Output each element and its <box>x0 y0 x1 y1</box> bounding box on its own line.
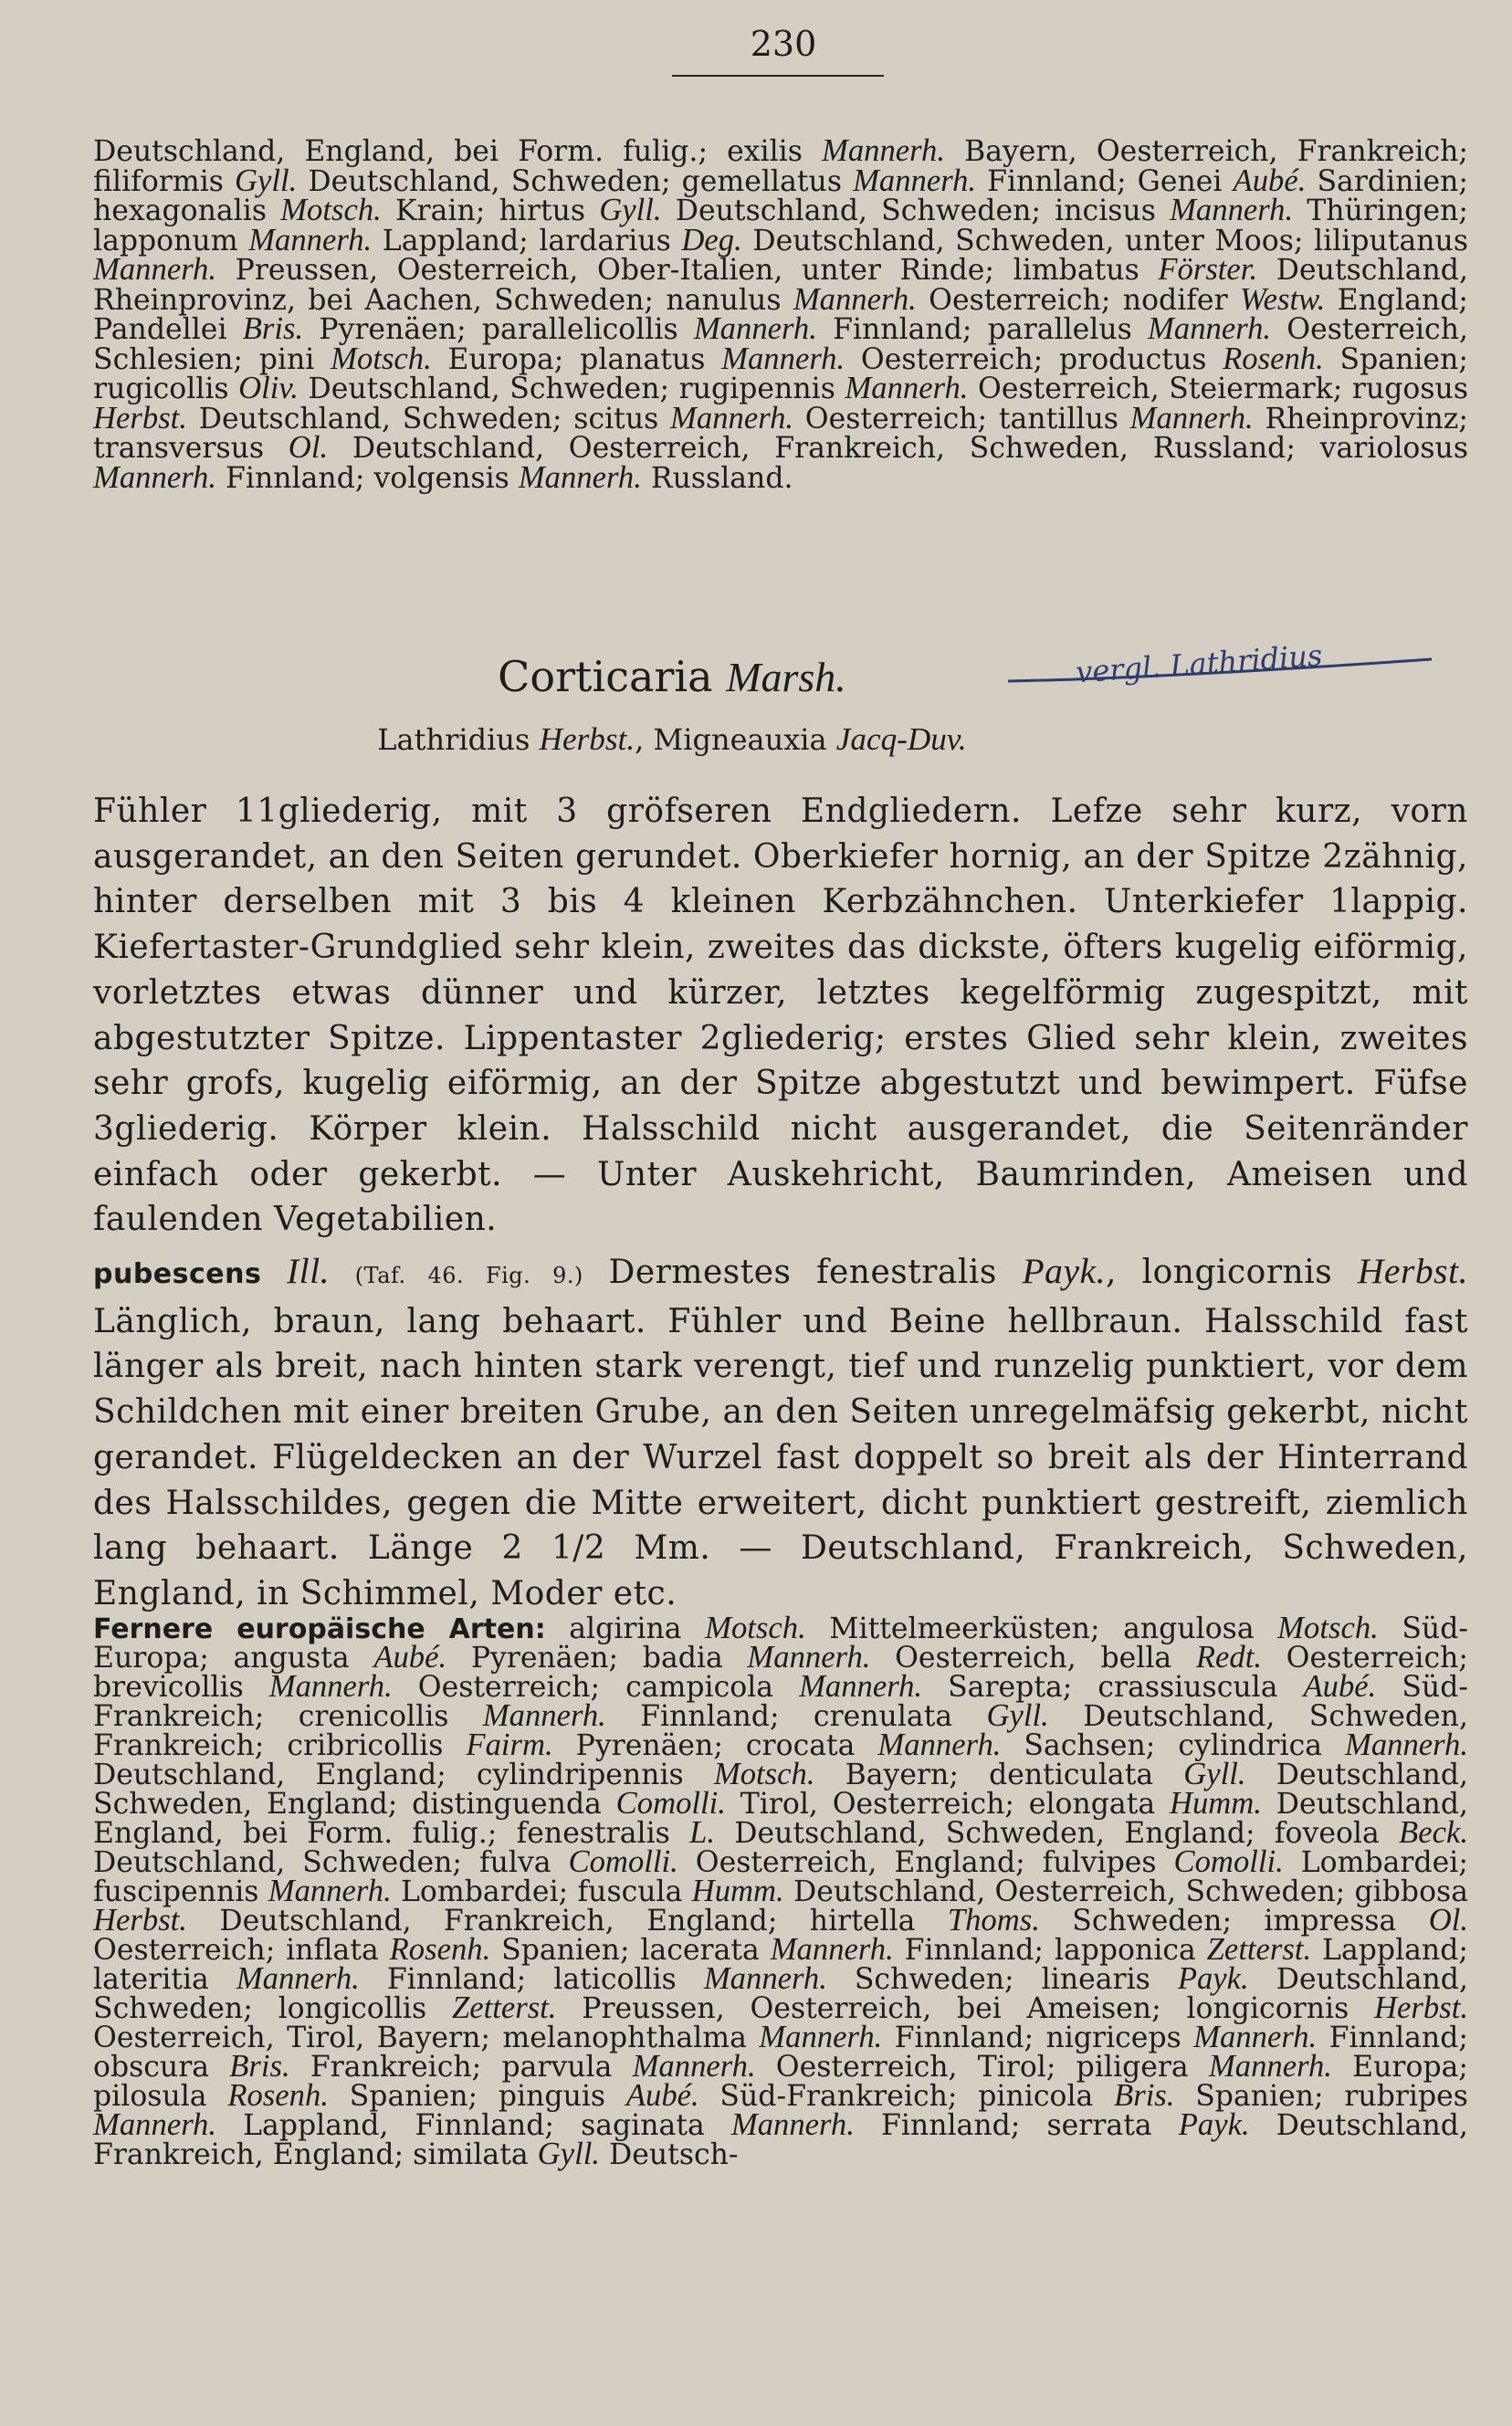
author-abbreviation: Mannerh. <box>1129 400 1254 436</box>
author-abbreviation: Herbst. <box>93 1903 187 1938</box>
text-run: Finnland; parallelus <box>816 313 1149 346</box>
other-species-heading: Fernere europäische Arten: <box>93 1613 546 1645</box>
text-run: Deutschland, Schweden, unter Moos; liliputanus <box>741 224 1468 257</box>
author-abbreviation: Herbst. <box>1357 1251 1468 1291</box>
author-abbreviation: Mannerh. <box>693 311 817 346</box>
annotation-text: vergl. Lathridius <box>1075 637 1324 690</box>
text-run: Pyrenäen; parallelicollis <box>303 313 694 346</box>
text-run: Bayern, Oesterreich, Frankreich; filiformis <box>93 135 1469 198</box>
author-abbreviation: Bris. <box>229 2049 290 2084</box>
text-run: Russland. <box>641 461 793 495</box>
author-abbreviation: Jacq-Duv. <box>835 721 967 757</box>
author-abbreviation: Mannerh. <box>730 2107 855 2142</box>
text-run: Oesterreich, England; fulvipes <box>677 1846 1174 1879</box>
text-run: Oesterreich; nodifer <box>916 283 1240 317</box>
author-abbreviation: Mannerh. <box>821 133 946 168</box>
text-run: Rheinprovinz; transversus <box>93 402 1469 465</box>
species-name: pubescens <box>93 1258 262 1290</box>
text-run: Finnland; nigriceps <box>882 2022 1194 2054</box>
text-run: Deutschland, Schweden, England; distinguenda <box>93 1759 1468 1821</box>
author-abbreviation: Rosenh. <box>1223 341 1324 376</box>
author-abbreviation: Mannerh. <box>877 1728 1002 1762</box>
text-run: Oesterreich; productus <box>845 342 1223 376</box>
text-run: Oesterreich; campicola <box>392 1671 800 1704</box>
text-run: Lathridius <box>377 722 540 757</box>
text-run: Deutschland, Schweden; fulva <box>93 1846 569 1879</box>
text-run: Finnland; Genei <box>976 164 1234 198</box>
text-run: Süd-Frankreich; crenicollis <box>93 1671 1468 1733</box>
author-abbreviation: Gyll. <box>537 2137 600 2171</box>
author-abbreviation: Mannerh. <box>721 341 845 376</box>
author-abbreviation: Mannerh. <box>793 281 917 317</box>
text-run: Oesterreich, Tirol, Bayern; melanophthalma <box>93 2022 760 2054</box>
author-abbreviation: Mannerh. <box>268 1874 392 1908</box>
text-run: Deutschland, Frankreich, England; hirtella <box>186 1905 948 1938</box>
plate-reference: (Taf. 46. Fig. 9.) <box>354 1263 583 1288</box>
author-abbreviation: Mannerh. <box>703 1961 827 1996</box>
author-abbreviation: Comolli. <box>568 1844 678 1879</box>
text-run: Finnland; laticollis <box>359 1963 704 1996</box>
author-abbreviation: Redt. <box>1195 1640 1263 1675</box>
author-abbreviation: Mannerh. <box>248 222 373 257</box>
author-abbreviation: Mannerh. <box>93 2107 217 2142</box>
author-abbreviation: Humm. <box>1169 1786 1262 1821</box>
author-abbreviation: Aubé. <box>373 1640 447 1675</box>
text-run: Mittelmeerküsten; angulosa <box>805 1612 1278 1645</box>
author-abbreviation: Mannerh. <box>1170 193 1294 227</box>
author-abbreviation: Mannerh. <box>518 459 642 495</box>
text-run: Spanien; rubripes <box>1174 2080 1468 2113</box>
author-abbreviation: L. <box>689 1815 716 1850</box>
author-abbreviation: Mannerh. <box>632 2049 756 2084</box>
text-run: Süd-Frankreich; pinicola <box>698 2080 1115 2113</box>
author-abbreviation: Mannerh. <box>670 400 794 436</box>
text-run: Krain; hirtus <box>381 194 600 227</box>
author-abbreviation: Thoms. <box>947 1903 1040 1938</box>
text-run: Finnland; volgensis <box>216 461 519 495</box>
genus-author: Marsh. <box>726 654 846 700</box>
text-run: , longicornis <box>1106 1254 1358 1291</box>
author-abbreviation: Gyll. <box>1183 1757 1246 1791</box>
author-abbreviation: Aubé. <box>625 2078 699 2113</box>
text-run: Deutschland, England; cylindripennis <box>93 1759 714 1791</box>
text-run: Deutschland, Schweden, Frankreich; cribricollis <box>93 1700 1468 1762</box>
author-abbreviation: Oliv. <box>238 371 299 405</box>
genus-synonyms <box>0 721 1344 758</box>
author-abbreviation: Bris. <box>1114 2078 1175 2113</box>
author-abbreviation: Herbst. <box>93 400 187 436</box>
text-run: Lombardei; fuscula <box>391 1875 692 1908</box>
text-run: algirina <box>545 1612 706 1645</box>
author-abbreviation: Comolli. <box>1173 1844 1284 1879</box>
text-run: Oesterreich, Tirol; piligera <box>755 2051 1209 2084</box>
text-run: Oesterreich, bella <box>870 1642 1196 1675</box>
author-abbreviation: Payk. <box>1022 1251 1106 1291</box>
text-run: Lombardei; fuscipennis <box>93 1846 1468 1908</box>
text-run: Thüringen; lapponum <box>93 194 1469 257</box>
author-abbreviation: Motsch. <box>705 1611 806 1645</box>
text-run: Deutschland, Schweden; rugipennis <box>298 373 845 405</box>
author-abbreviation: Mannerh. <box>747 1640 871 1675</box>
author-abbreviation: Gyll. <box>599 193 662 227</box>
author-abbreviation: Mannerh. <box>482 1698 606 1733</box>
text-run: Finnland; obscura <box>93 2022 1468 2084</box>
author-abbreviation: Gyll. <box>986 1698 1049 1733</box>
author-abbreviation: Rosenh. <box>389 1932 491 1967</box>
text-run: Oesterreich, Steiermark; rugosus <box>968 373 1468 405</box>
text-run: Frankreich; parvula <box>289 2051 633 2084</box>
author-abbreviation: Ol. <box>1428 1903 1469 1938</box>
other-species-list <box>93 1612 1468 2171</box>
species-description: Länglich, braun, lang behaart. Fühler und Beine hellbraun. Halsschild fast länger als breit, nach hinten stark verengt, tief und runzelig punktiert, vor dem Schildchen mit einer breiten Grube, an den Seiten unregelmäfsig gekerbt, nicht gerandet. Flügeldecken an der Wurzel fast doppelt so breit als der Hinterrand des Halsschildes, gegen die Mitte erweitert, dicht punktiert gestreift, ziemlich lang behaart. Länge 2 1/2 Mm. — Deutschland, Frankreich, Schweden, England, in Schimmel, Moder etc. <box>93 1302 1468 1612</box>
text-run: Europa; pilosula <box>93 2051 1469 2113</box>
author-abbreviation: Mannerh. <box>759 2020 883 2054</box>
genus-description: Fühler 11gliederig, mit 3 gröfseren Endgliedern. Lefze sehr kurz, vorn ausgerandet, an den Seiten gerundet. Oberkiefer hornig, an der Spitze 2zähnig, hinter derselben mit 3 bis 4 kleinen Kerbzähnchen. Unterkiefer 1lappig. Kiefertaster-Grundglied sehr klein, zweites das dickste, öfters kugelig eiförmig, vorletztes etwas dünner und kürzer, letztes kegelförmig zugespitzt, mit abgestutzter Spitze. Lippentaster 2gliederig; erstes Glied sehr klein, zweites sehr grofs, kugelig eiförmig, an der Spitze abgestutzt und bewimpert. Füfse 3gliederig. Körper klein. Halsschild nicht ausgerandet, die Seitenränder einfach oder gekerbt. — Unter Auskehricht, Baumrinden, Ameisen und faulenden Vegetabilien. <box>93 793 1468 1239</box>
author-abbreviation: Aubé. <box>1303 1669 1377 1704</box>
text-run: Deutschland, Schweden, England; foveola <box>715 1817 1400 1850</box>
text-run: Tirol, Oesterreich; elongata <box>725 1788 1170 1821</box>
author-abbreviation: Gyll. <box>235 163 298 198</box>
author-abbreviation: Aubé. <box>1233 163 1307 198</box>
text-run: Lappland; lardarius <box>372 224 682 257</box>
author-abbreviation: Motsch. <box>713 1757 815 1791</box>
author-abbreviation: Mannerh. <box>268 1669 393 1704</box>
author-abbreviation: Mannerh. <box>1208 2049 1332 2084</box>
author-abbreviation: Comolli. <box>615 1786 726 1821</box>
text-run: Europa; planatus <box>431 342 722 376</box>
text-run: Deutschland, Oesterreich, Schweden; gibbosa <box>783 1875 1468 1908</box>
author-abbreviation: Mannerh. <box>845 371 969 405</box>
text-run: Deutsch- <box>599 2138 739 2171</box>
text-run: Deutschland, Rheinprovinz, bei Aachen, Schweden; nanulus <box>93 254 1468 317</box>
page-number-rule <box>672 75 884 77</box>
author-abbreviation: Westw. <box>1239 281 1326 317</box>
text-run: Oesterreich, Schlesien; pini <box>93 313 1469 376</box>
text-run: Deutschland, Frankreich, England; similata <box>93 2109 1468 2171</box>
page-number: 230 <box>750 24 817 64</box>
author-abbreviation: Payk. <box>1178 2107 1250 2142</box>
author-abbreviation: Motsch. <box>280 193 382 227</box>
text-run: Lappland, Finnland; saginata <box>216 2109 731 2142</box>
text-run: Deutschland, Oesterreich, Frankreich, Schweden, Russland; variolosus <box>328 432 1468 465</box>
text-run: England; Pandellei <box>93 283 1468 346</box>
author-abbreviation: Deg. <box>681 222 742 257</box>
text-run: Preussen, Oesterreich, bei Ameisen; longicornis <box>556 1992 1375 2025</box>
text-run: Pyrenäen; badia <box>446 1642 748 1675</box>
text-run: Finnland; lapponica <box>893 1934 1207 1967</box>
author-abbreviation: Mannerh. <box>1148 311 1272 346</box>
text-run: Bayern; denticulata <box>814 1759 1184 1791</box>
author-abbreviation: Mannerh. <box>93 459 217 495</box>
text-run: Sarepta; crassiuscula <box>922 1671 1304 1704</box>
other-species-paragraph <box>93 1611 1469 2171</box>
genus-name: Corticaria <box>498 652 713 701</box>
text-run: Spanien; pinguis <box>328 2080 626 2113</box>
text-run: Spanien; lacerata <box>490 1934 771 1967</box>
author-abbreviation: Förster. <box>1158 252 1258 287</box>
author-abbreviation: Bris. <box>242 311 304 346</box>
author-abbreviation: Motsch. <box>1277 1611 1379 1645</box>
text-run: Finnland; serrata <box>854 2109 1179 2142</box>
text-run: Deutschland, Schweden; incisus <box>661 194 1171 227</box>
author-abbreviation: Mannerh. <box>853 163 977 198</box>
text-run: Süd-Europa; angusta <box>93 1612 1469 1675</box>
author-abbreviation: Mannerh. <box>1193 2020 1318 2054</box>
author-abbreviation: Fairm. <box>466 1728 553 1762</box>
text-run: Deutschland, England, bei Form. fulig.; fenestralis <box>93 1788 1469 1850</box>
author-abbreviation: Beck. <box>1399 1815 1468 1850</box>
text-run: , Migneauxia <box>635 722 836 757</box>
text-run: Oesterreich; brevicollis <box>93 1642 1468 1704</box>
text-run: Deutschland, Schweden; scitus <box>186 402 671 436</box>
text-run: Oesterreich; inflata <box>93 1934 390 1967</box>
text-run: Deutschland, England, bei Form. fulig.; exilis <box>93 135 822 168</box>
text-run: Finnland; crenulata <box>605 1700 987 1733</box>
author-abbreviation: Ol. <box>288 430 329 465</box>
handwritten-annotation <box>1003 639 1441 703</box>
intro-paragraph <box>93 133 1469 495</box>
text-run: Pyrenäen; crocata <box>552 1729 878 1762</box>
species-entry <box>93 1249 1468 1617</box>
author-abbreviation: Mannerh. <box>1344 1728 1468 1762</box>
author-abbreviation: Humm. <box>691 1874 784 1908</box>
text-run: Oesterreich; tantillus <box>793 402 1130 436</box>
text-run: Spanien; rugicollis <box>93 342 1468 405</box>
author-abbreviation: Rosenh. <box>227 2078 329 2113</box>
species-author: Ill. <box>286 1251 331 1291</box>
author-abbreviation: Motsch. <box>331 341 432 376</box>
author-abbreviation: Zetterst. <box>451 1990 557 2025</box>
text-run: Schweden; impressa <box>1039 1905 1429 1938</box>
text-run: Deutschland, Schweden; gemellatus <box>297 164 854 198</box>
author-abbreviation: Mannerh. <box>770 1932 894 1967</box>
author-abbreviation: Herbst. <box>1374 1990 1468 2025</box>
author-abbreviation: Payk. <box>1177 1961 1249 1996</box>
author-abbreviation: Mannerh. <box>799 1669 923 1704</box>
author-abbreviation: Mannerh. <box>236 1961 360 1996</box>
text-run: Sardinien; hexagonalis <box>93 164 1469 227</box>
text-run: Deutschland, Schweden; longicollis <box>93 1963 1468 2025</box>
text-run: Schweden; linearis <box>826 1963 1178 1996</box>
species-synonyms <box>583 1251 1468 1291</box>
author-abbreviation: Mannerh. <box>93 252 217 287</box>
text-run: Lappland; lateritia <box>93 1934 1468 1996</box>
author-abbreviation: Zetterst. <box>1206 1932 1312 1967</box>
text-run: Sachsen; cylindrica <box>1001 1729 1345 1762</box>
author-abbreviation: Herbst. <box>539 721 635 757</box>
text-run: Preussen, Oesterreich, Ober-Italien, unter Rinde; limbatus <box>216 254 1159 287</box>
text-run: Dermestes fenestralis <box>583 1254 1023 1291</box>
